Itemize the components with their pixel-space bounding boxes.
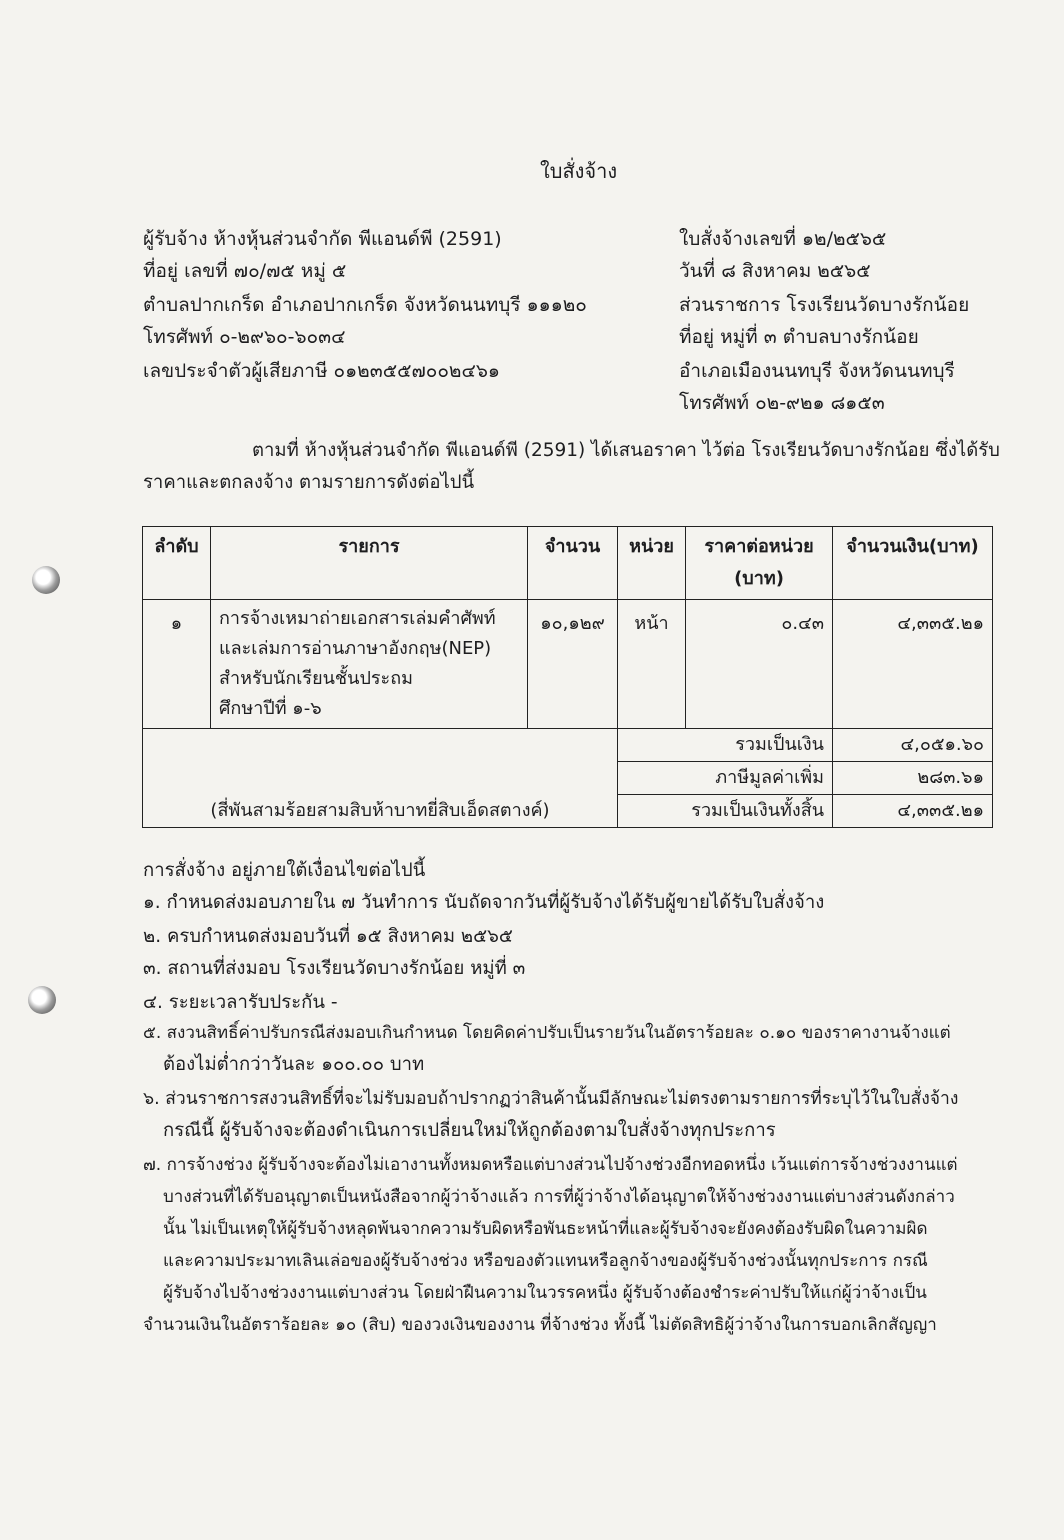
subtotal-row xyxy=(143,729,993,762)
condition-6-line2: กรณีนี้ ผู้รับจ้างจะต้องดำเนินการเปลี่ยนใหม่ให้ถูกต้องตามใบสั่งจ้างทุกประการ xyxy=(163,1120,776,1141)
punch-hole-lower xyxy=(28,986,56,1014)
condition-7-line1: ๗. การจ้างช่วง ผู้รับจ้างจะต้องไม่เอางานทั้งหมดหรือแต่บางส่วนไปจ้างช่วงอีกทอดหนึ่ง เว้นแต่การจ้างช่วงงานแต่ xyxy=(143,1155,958,1175)
cell-seq: ๑ xyxy=(143,600,211,729)
cell-item xyxy=(211,600,528,729)
header-unit-price-line1: ราคาต่อหน่วย xyxy=(704,536,814,557)
condition-7-line4: และความประมาทเลินเล่อของผู้รับจ้างช่วง หรือของตัวแทนหรือลูกจ้างของผู้รับจ้างช่วงนั้นทุกประการ กรณี xyxy=(163,1251,928,1271)
item-desc-line4: ศึกษาปีที่ ๑-๖ xyxy=(219,698,322,719)
conditions-heading: การสั่งจ้าง อยู่ภายใต้เงื่อนไขต่อไปนี้ xyxy=(143,860,426,881)
grand-total-label: รวมเป็นเงินทั้งสิ้น xyxy=(618,795,833,828)
table-header-row xyxy=(143,527,993,600)
header-unit-price-line2: (บาท) xyxy=(734,568,784,589)
item-desc-line3: สำหรับนักเรียนชั้นประถม xyxy=(219,668,413,689)
intro-line-2: ราคาและตกลงจ้าง ตามรายการดังต่อไปนี้ xyxy=(143,472,475,493)
header-unit-price xyxy=(686,527,833,600)
condition-5-line2: ต้องไม่ต่ำกว่าวันละ ๑๐๐.๐๐ บาท xyxy=(163,1054,425,1075)
contractor-tax-id: เลขประจำตัวผู้เสียภาษี ๐๑๒๓๕๕๗๐๐๒๔๖๑ xyxy=(143,360,500,382)
punch-hole-upper xyxy=(32,566,60,594)
header-unit: หน่วย xyxy=(618,527,686,600)
condition-7-line6: จำนวนเงินในอัตราร้อยละ ๑๐ (สิบ) ของวงเงินของงาน ที่จ้างช่วง ทั้งนี้ ไม่ตัดสิทธิผู้ว่าจ้างในการบอกเลิกสัญญา xyxy=(143,1315,937,1335)
cell-qty: ๑๐,๑๒๙ xyxy=(528,600,618,729)
condition-4: ๔. ระยะเวลารับประกัน - xyxy=(143,992,338,1013)
condition-7-line5: ผู้รับจ้างไปจ้างช่วงงานแต่บางส่วน โดยฝ่าฝืนความในวรรคหนึ่ง ผู้รับจ้างต้องชำระค่าปรับให้แก่ผู้ว่าจ้างเป็น xyxy=(163,1283,927,1303)
subtotal-label: รวมเป็นเงิน xyxy=(618,729,833,762)
contractor-address: ที่อยู่ เลขที่ ๗๐/๗๕ หมู่ ๕ xyxy=(143,260,347,282)
header-item: รายการ xyxy=(211,527,528,600)
cell-unit-price: ๐.๔๓ xyxy=(686,600,833,729)
item-desc-line1: การจ้างเหมาถ่ายเอกสารเล่มคำศัพท์ xyxy=(219,608,496,629)
vat-label: ภาษีมูลค่าเพิ่ม xyxy=(618,762,833,795)
contractor-district: ตำบลปากเกร็ด อำเภอปากเกร็ด จังหวัดนนทบุรี ๑๑๑๒๐ xyxy=(143,294,587,316)
intro-line-1: ตามที่ ห้างหุ้นส่วนจำกัด พีแอนด์พี (2591) ได้เสนอราคา ไว้ต่อ โรงเรียนวัดบางรักน้อย ซึ่งได้รับ xyxy=(252,440,1000,461)
agency-phone: โทรศัพท์ ๐๒-๙๒๑ ๘๑๕๓ xyxy=(679,392,885,414)
contractor-phone: โทรศัพท์ ๐-๒๙๖๐-๖๐๓๔ xyxy=(143,326,346,348)
condition-5-line1: ๕. สงวนสิทธิ์ค่าปรับกรณีส่งมอบเกินกำหนด โดยคิดค่าปรับเป็นรายวันในอัตราร้อยละ ๐.๑๐ ของราคางานจ้างแต่ xyxy=(143,1023,951,1043)
vat-value: ๒๘๓.๖๑ xyxy=(833,762,993,795)
condition-7-line3: นั้น ไม่เป็นเหตุให้ผู้รับจ้างหลุดพ้นจากความรับผิดหรือพันธะหน้าที่และผู้รับจ้างจะยังคงต้องรับผิดในความผิด xyxy=(163,1219,928,1239)
condition-6-line1: ๖. ส่วนราชการสงวนสิทธิ์ที่จะไม่รับมอบถ้าปรากฏว่าสินค้านั้นมีลักษณะไม่ตรงตามรายการที่ระบุไว้ในใบสั่งจ้าง xyxy=(143,1089,959,1109)
grand-total-value: ๔,๓๓๕.๒๑ xyxy=(833,795,993,828)
order-date: วันที่ ๘ สิงหาคม ๒๕๖๕ xyxy=(679,260,871,282)
item-desc-line2: และเล่มการอ่านภาษาอังกฤษ(NEP) xyxy=(219,638,492,659)
header-qty: จำนวน xyxy=(528,527,618,600)
agency-name: ส่วนราชการ โรงเรียนวัดบางรักน้อย xyxy=(679,294,970,316)
order-table xyxy=(142,526,993,828)
amount-in-words: (สี่พันสามร้อยสามสิบห้าบาทยี่สิบเอ็ดสตางค์) xyxy=(143,729,618,828)
condition-1: ๑. กำหนดส่งมอบภายใน ๗ วันทำการ นับถัดจากวันที่ผู้รับจ้างได้รับผู้ขายได้รับใบสั่งจ้าง xyxy=(143,892,825,913)
document-title: ใบสั่งจ้าง xyxy=(540,159,618,183)
agency-address: ที่อยู่ หมู่ที่ ๓ ตำบลบางรักน้อย xyxy=(679,326,919,348)
cell-amount: ๔,๓๓๕.๒๑ xyxy=(833,600,993,729)
subtotal-value: ๔,๐๕๑.๖๐ xyxy=(833,729,993,762)
contractor-name: ผู้รับจ้าง ห้างหุ้นส่วนจำกัด พีแอนด์พี (2591) xyxy=(143,228,502,250)
agency-district: อำเภอเมืองนนทบุรี จังหวัดนนทบุรี xyxy=(679,360,955,382)
order-number: ใบสั่งจ้างเลขที่ ๑๒/๒๕๖๕ xyxy=(679,228,887,250)
table-row xyxy=(143,600,993,729)
cell-unit: หน้า xyxy=(618,600,686,729)
condition-2: ๒. ครบกำหนดส่งมอบวันที่ ๑๕ สิงหาคม ๒๕๖๕ xyxy=(143,926,513,947)
header-seq: ลำดับ xyxy=(143,527,211,600)
condition-3: ๓. สถานที่ส่งมอบ โรงเรียนวัดบางรักน้อย หมู่ที่ ๓ xyxy=(143,958,526,979)
header-amount: จำนวนเงิน(บาท) xyxy=(833,527,993,600)
condition-7-line2: บางส่วนที่ได้รับอนุญาตเป็นหนังสือจากผู้ว่าจ้างแล้ว การที่ผู้ว่าจ้างได้อนุญาตให้จ้างช่วงงานแต่บางส่วนดังกล่าว xyxy=(163,1187,955,1207)
